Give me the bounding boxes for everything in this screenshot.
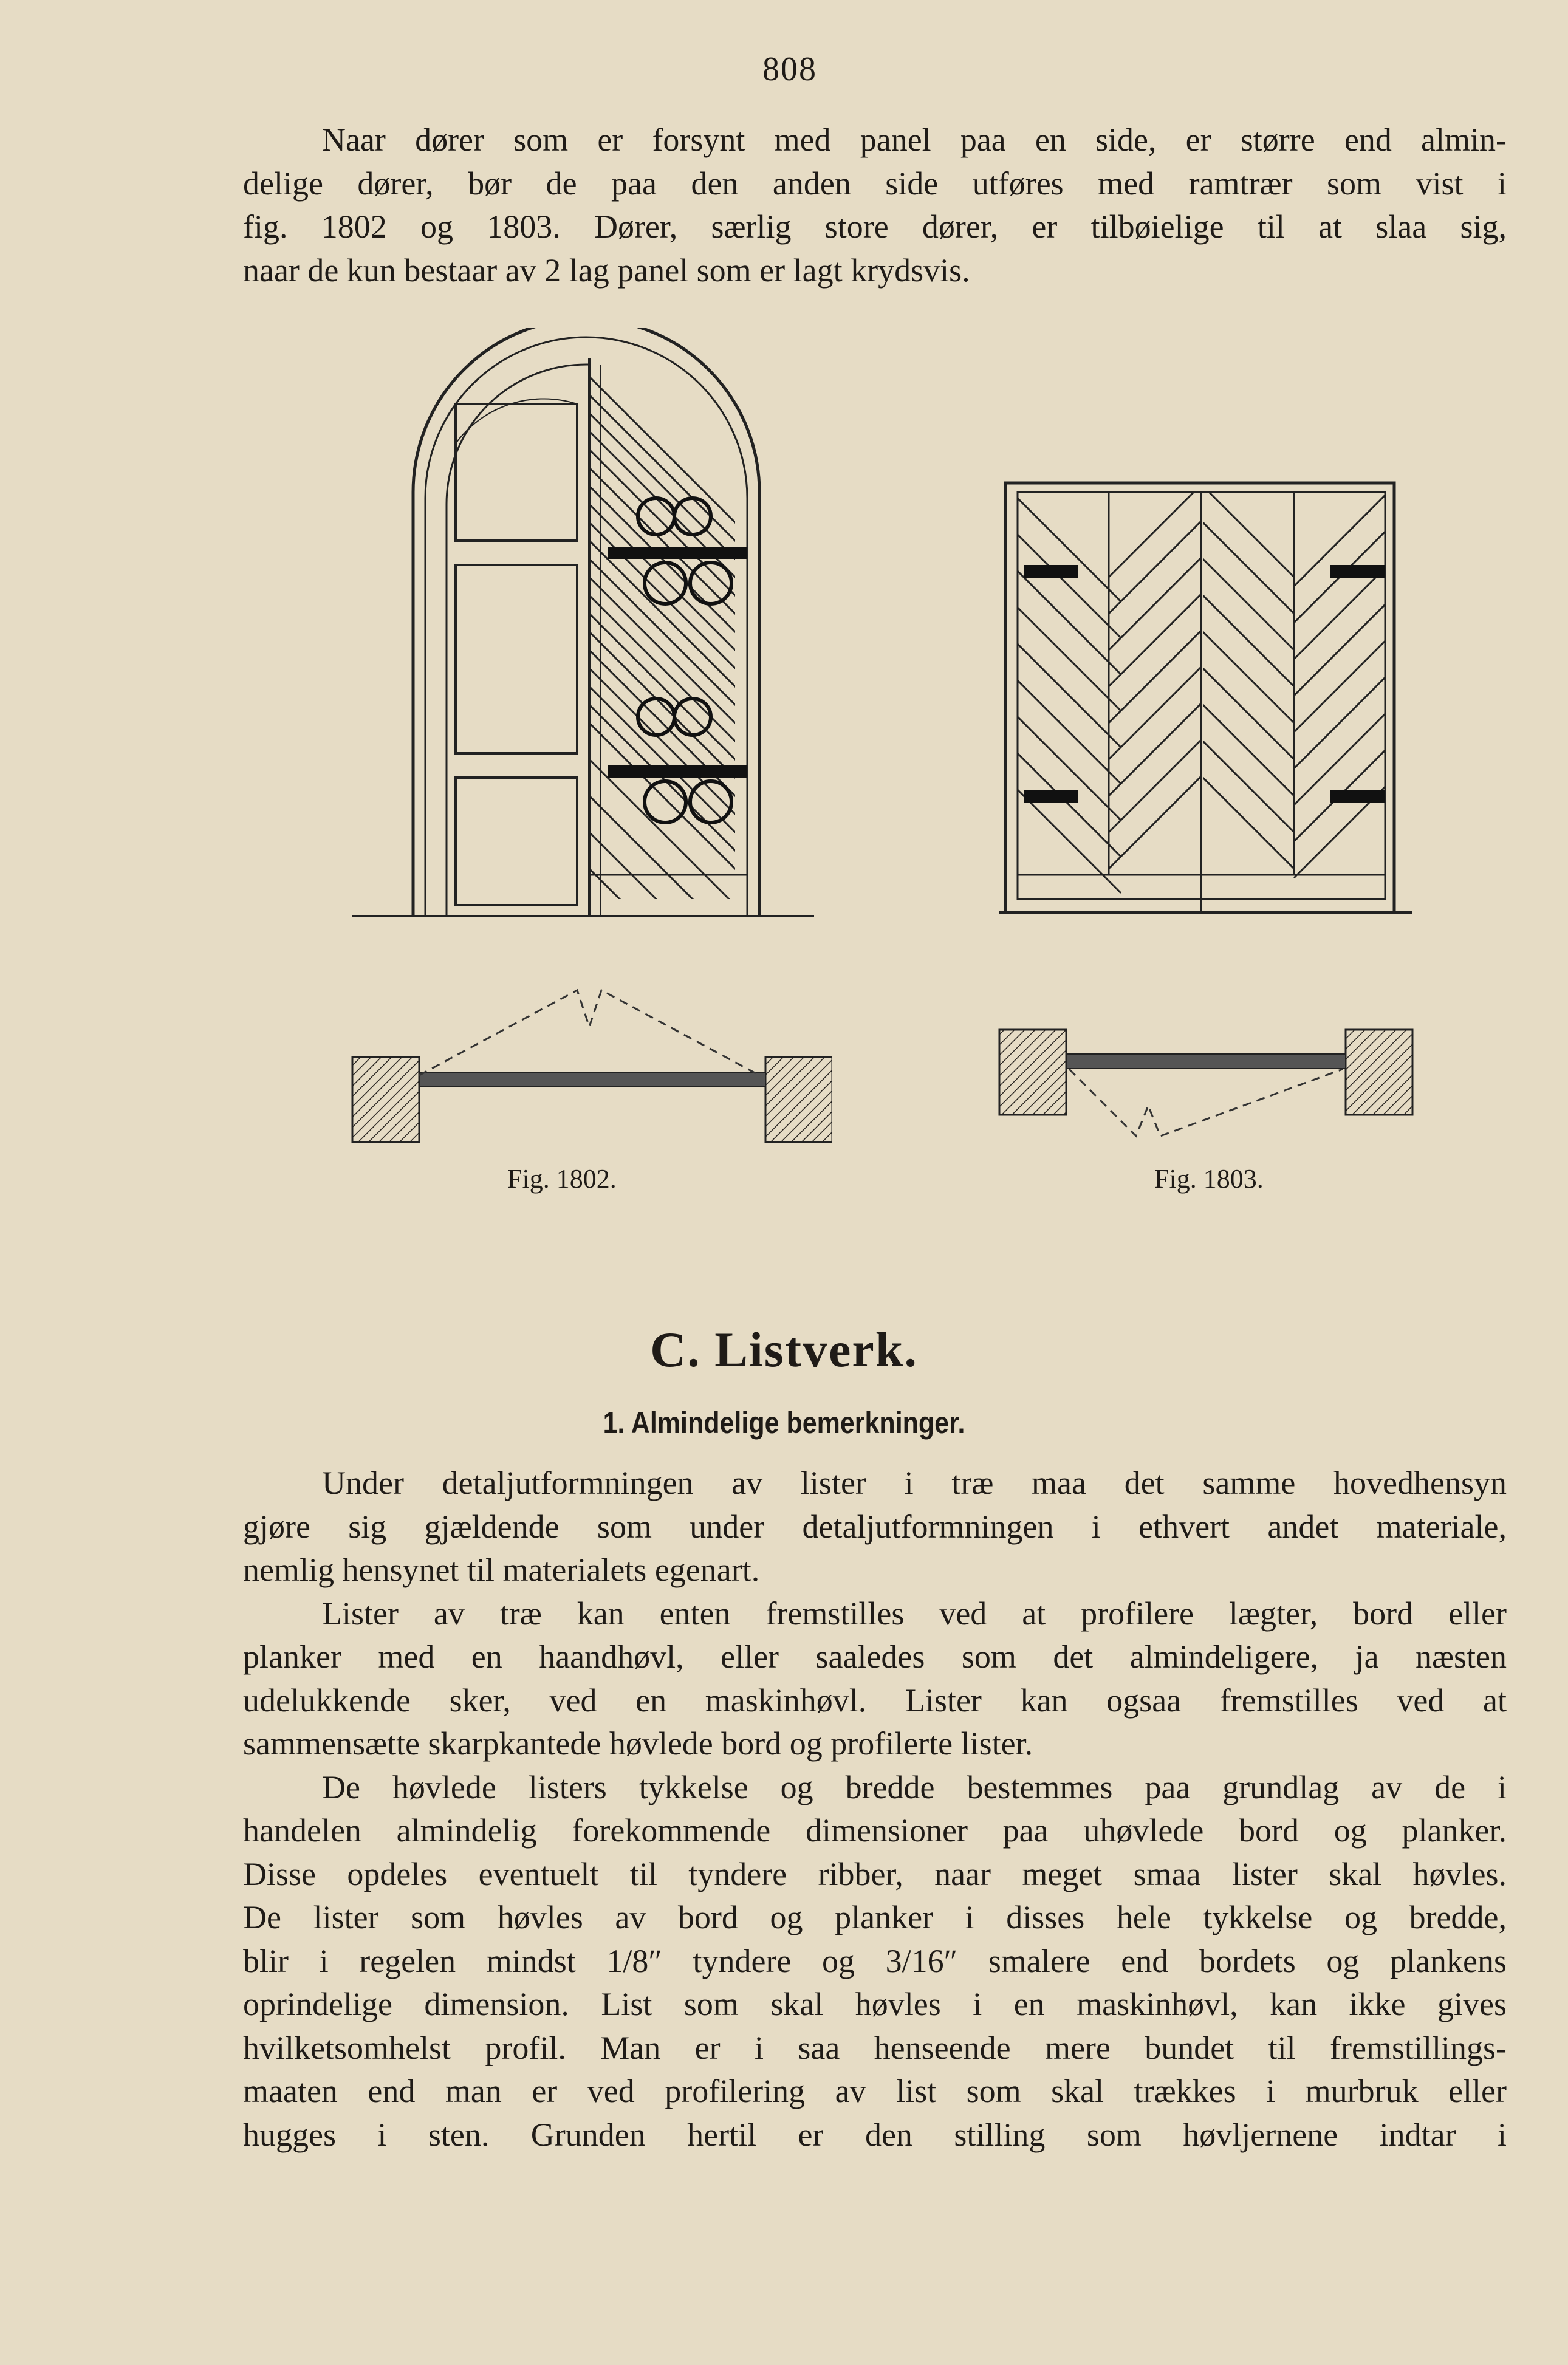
figure-1803-door-elevation <box>999 480 1412 917</box>
text-line: blir i regelen mindst 1/8″ tyndere og 3/16″ smalere end bordets og plankens <box>243 1942 1507 1979</box>
text-line: De lister som høvles av bord og planker i disses hele tykkelse og bredde, <box>243 1899 1507 1935</box>
text-line: maaten end man er ved profilering av list som skal trækkes i murbruk eller <box>243 2073 1507 2109</box>
text-line: handelen almindelig forekommende dimensioner paa uhøvlede bord og planker. <box>243 1812 1507 1849</box>
text-line: delige dører, bør de paa den anden side utføres med ramtrær som vist i <box>243 165 1507 202</box>
text-line: sammensætte skarpkantede høvlede bord og profilerte lister. <box>243 1725 1033 1762</box>
section-title: C. Listverk. <box>650 1322 918 1377</box>
text-line: nemlig hensynet til materialets egenart. <box>243 1552 760 1588</box>
text-line: hugges i sten. Grunden hertil er den stilling som høvljernene indtar i <box>243 2116 1507 2153</box>
subsection-title: 1. Almindelige bemerkninger. <box>603 1406 965 1440</box>
text-line: fig. 1802 og 1803. Dører, særlig store dører, er tilbøielige til at slaa sig, <box>243 208 1507 245</box>
figure-1803-plan <box>996 1027 1416 1154</box>
text-line: udelukkende sker, ved en maskinhøvl. Lister kan ogsaa fremstilles ved at <box>243 1682 1507 1719</box>
intro-paragraph <box>243 118 1507 292</box>
text-line: Naar dører som er forsynt med panel paa en side, er større end almin- <box>322 122 1507 158</box>
text-line: Under detaljutformningen av lister i træ maa det samme hovedhensyn <box>322 1465 1507 1501</box>
body-text <box>243 1462 1507 2157</box>
text-line: gjøre sig gjældende som under detaljutformningen i ethvert andet materiale, <box>243 1508 1507 1545</box>
text-line: Disse opdeles eventuelt til tyndere ribber, naar meget smaa lister skal høvles. <box>243 1855 1507 1892</box>
text-line: De høvlede listers tykkelse og bredde bestemmes paa grundlag av de i <box>322 1768 1507 1805</box>
text-line: oprindelige dimension. List som skal høvles i en maskinhøvl, kan ikke gives <box>243 1986 1507 2022</box>
text-line: naar de kun bestaar av 2 lag panel som er lagt krydsvis. <box>243 252 970 289</box>
text-line: hvilketsomhelst profil. Man er i saa henseende mere bundet til fremstillings- <box>243 2029 1507 2066</box>
figure-1803-caption: Fig. 1803. <box>1154 1164 1264 1194</box>
figure-1802-plan <box>346 978 832 1148</box>
text-line: planker med en haandhøvl, eller saaledes som det almindeligere, ja næsten <box>243 1638 1507 1675</box>
page-number: 808 <box>762 50 817 88</box>
text-line: Lister av træ kan enten fremstilles ved at profilere lægter, bord eller <box>322 1595 1507 1632</box>
figure-1802-caption: Fig. 1802. <box>507 1164 617 1194</box>
figure-1802-door-elevation <box>340 328 826 923</box>
